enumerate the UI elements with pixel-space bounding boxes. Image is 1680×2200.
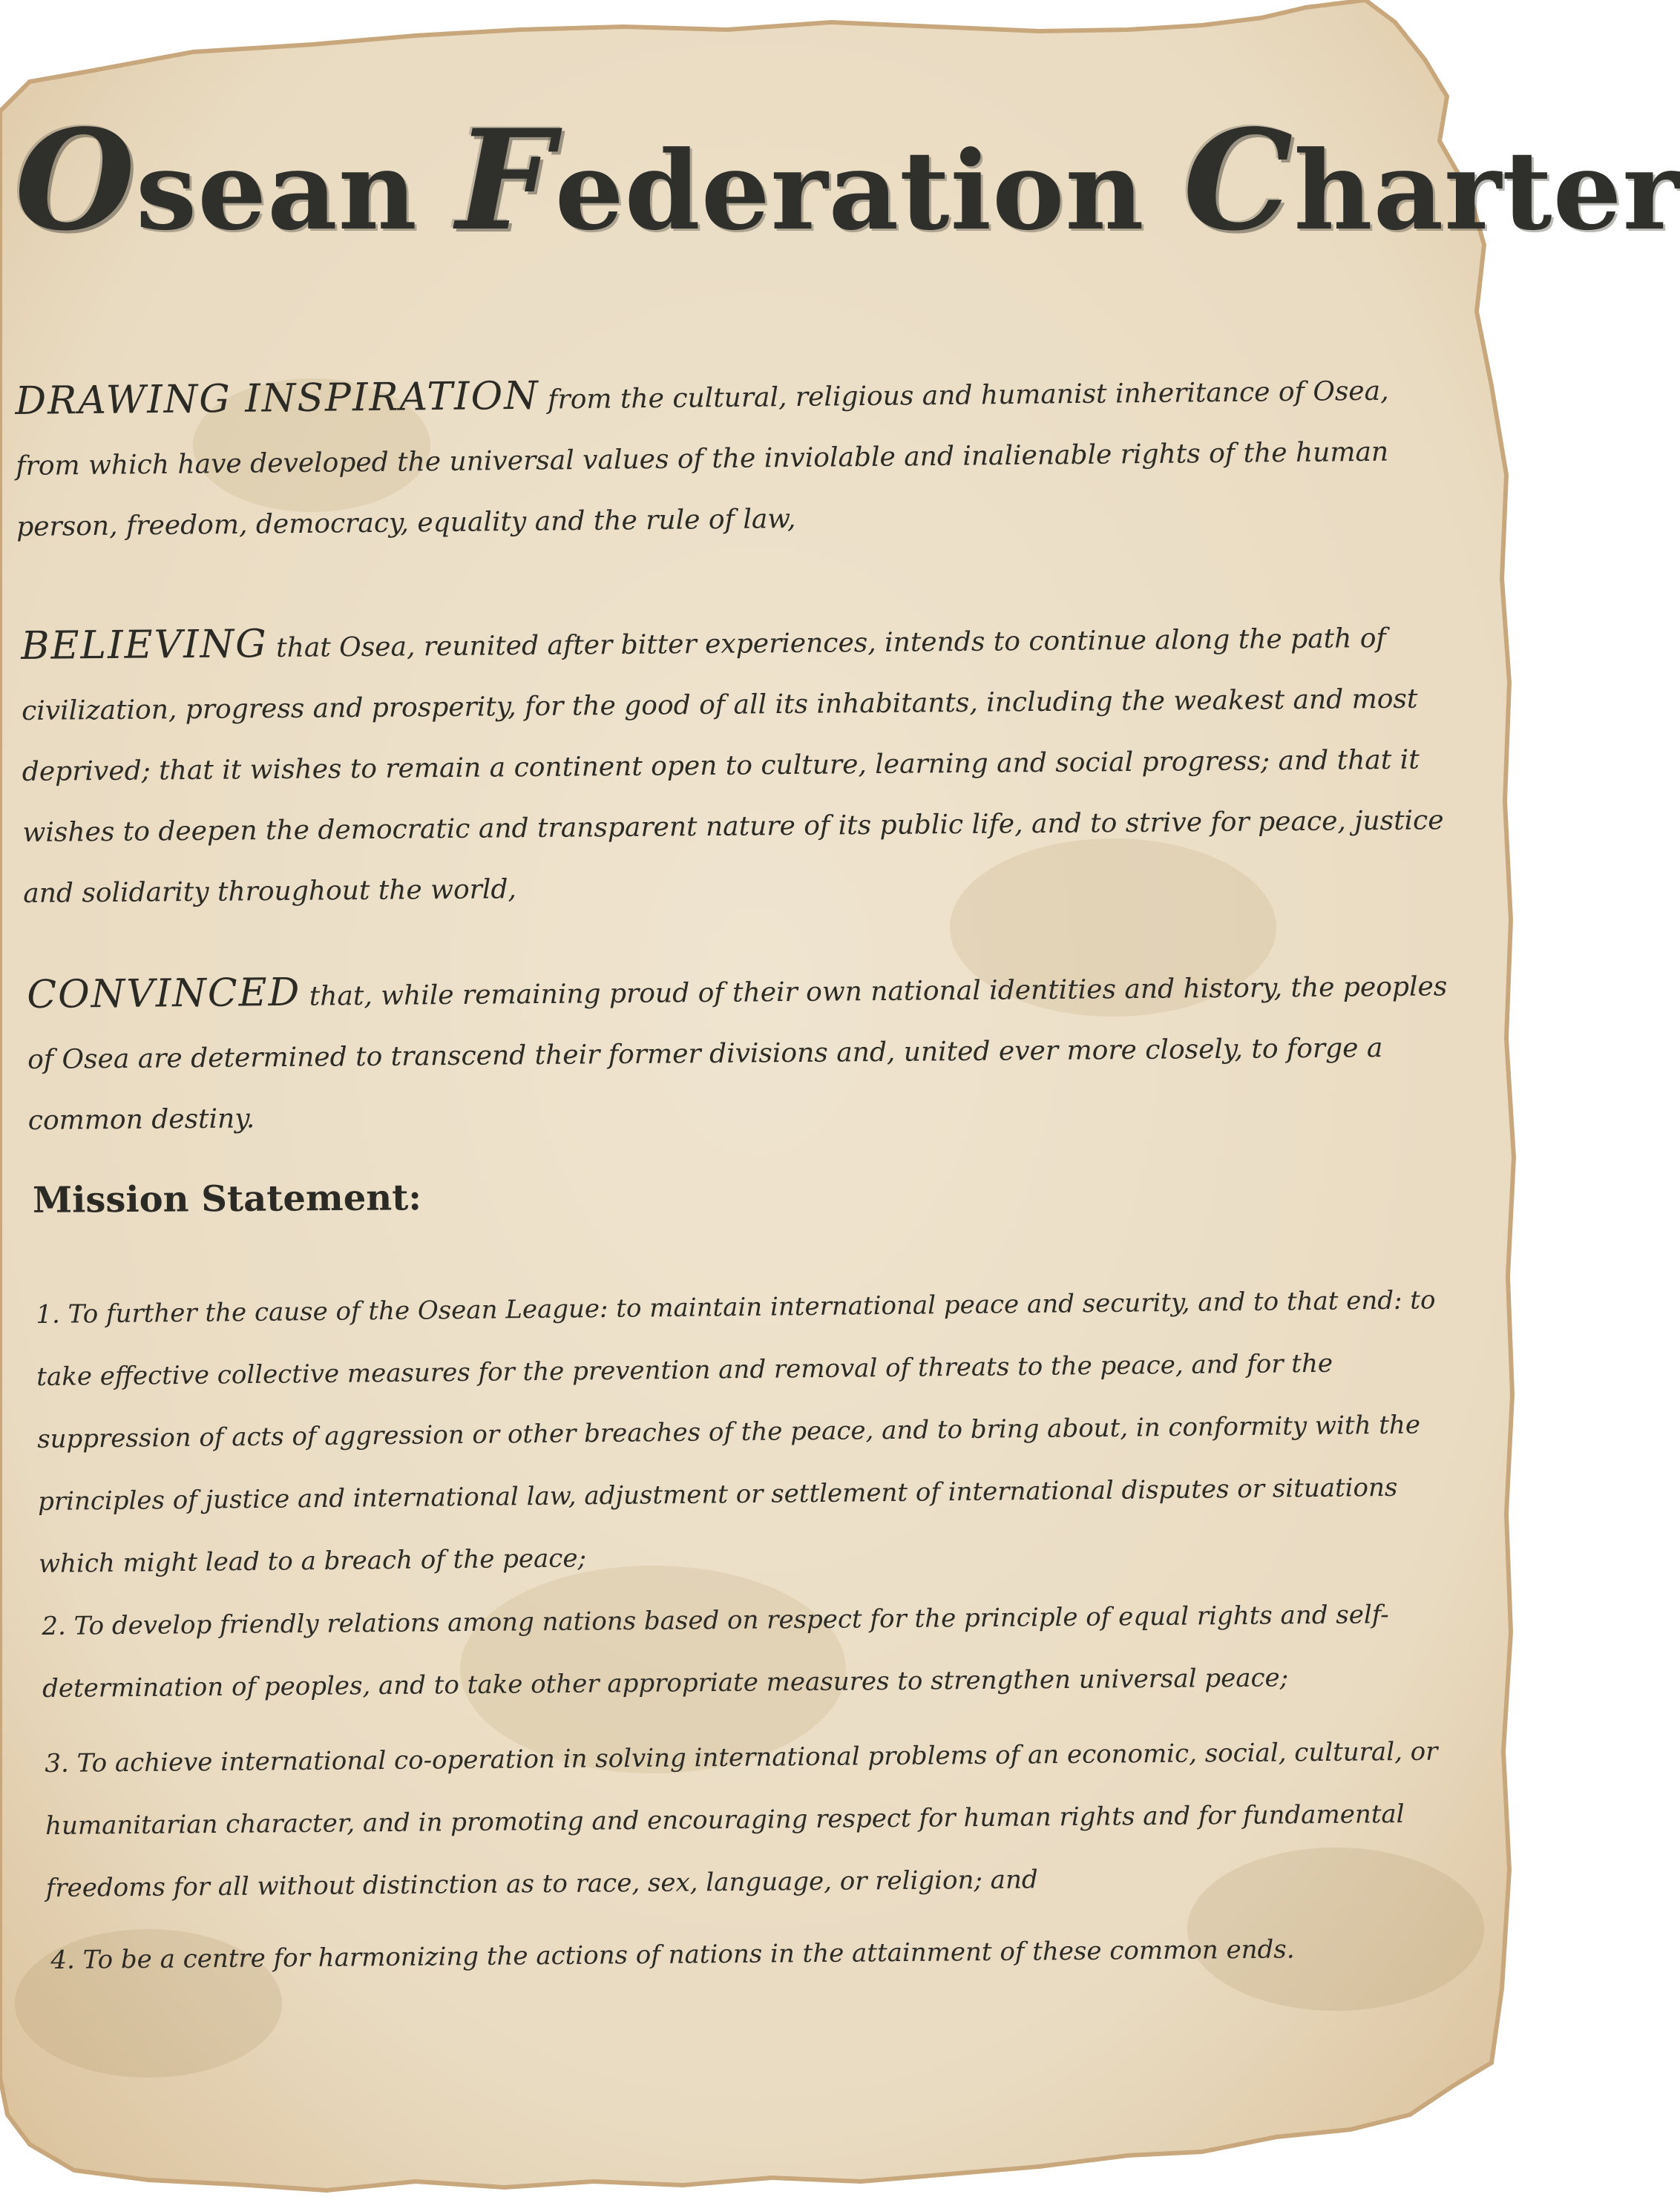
mission-statement-heading: Mission Statement: xyxy=(32,1177,422,1221)
mission-item-2: 2. To develop friendly relations among nations based on respect for the principle of equal rights and self-determination of peoples, and to take other appropriate measures to strengthen universal peace; xyxy=(42,1600,1389,1704)
preamble-lead: DRAWING INSPIRATION xyxy=(15,373,539,424)
title-initial-f: F xyxy=(456,99,555,261)
preamble-text: that, while remaining proud of their own national identities and history, the peoples of Osea are determined to transcend their former divisions and, united ever more closely, to forge a common destiny. xyxy=(27,971,1448,1136)
title-word-charter: harter xyxy=(1293,128,1680,255)
preamble-lead: BELIEVING xyxy=(21,622,268,669)
title-initial-c: C xyxy=(1183,99,1294,261)
mission-item-1: 1. To further the cause of the Osean League: to maintain international peace and security, and to that end: to take effective collective measures for the prevention and removal of threats to the peace, and for the suppression of acts of aggression or other breaches of the peace, and to bring about, in conformity with the principles of justice and international law, adjustment or settlement of international disputes or situations which might lead to a breach of the peace; xyxy=(36,1285,1436,1579)
preamble-drawing-inspiration xyxy=(15,356,1427,558)
title-word-osean: sean xyxy=(136,128,418,255)
title-word-federation: ederation xyxy=(554,128,1145,255)
preamble-text: from the cultural, religious and humanist inheritance of Osea, from which have developed the universal values of the inviolable and inalienable rights of the human person, freedom, democracy, equality and the rule of law, xyxy=(16,375,1389,542)
mission-item-3: 3. To achieve international co-operation in solving international problems of an economic, social, cultural, or humanitarian character, and in promoting and encouraging respect for human rights and for fundamental freedoms for all without distinction as to race, sex, language, or religion; and xyxy=(45,1736,1438,1903)
preamble-believing xyxy=(21,603,1478,925)
preamble-text: that Osea, reunited after bitter experiences, intends to continue along the path of civilization, progress and prosperity, for the good of all its inhabitants, including the weakest and most deprived; that it wishes to remain a continent open to culture, learning and social progress; and that it wishes to deepen the democratic and transparent nature of its public life, and to strive for peace, justice and solidarity throughout the world, xyxy=(21,623,1444,909)
preamble-convinced xyxy=(27,952,1475,1152)
preamble-lead: CONVINCED xyxy=(27,970,301,1017)
title-initial-o: O xyxy=(15,99,137,261)
charter-title xyxy=(15,99,1680,261)
mission-item-4: 4. To be a centre for harmonizing the actions of nations in the attainment of these common ends. xyxy=(50,1934,1295,1975)
